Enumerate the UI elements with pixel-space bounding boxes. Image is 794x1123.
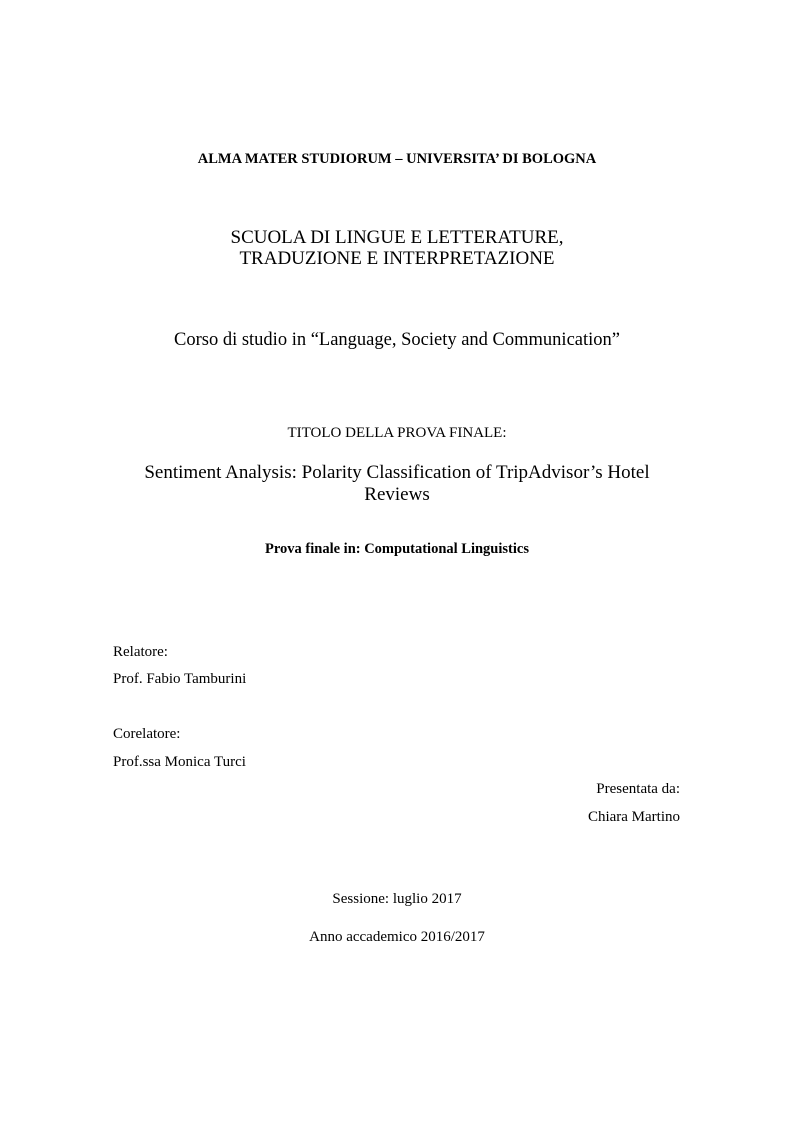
corelatore-label: Corelatore:: [113, 726, 181, 742]
thesis-title-line-2: Reviews: [364, 484, 430, 505]
relatore-name: Prof. Fabio Tamburini: [113, 671, 247, 687]
university-name: ALMA MATER STUDIORUM – UNIVERSITA’ DI BOLOGNA: [197, 151, 597, 167]
course-name: Corso di studio in “Language, Society and Communication”: [174, 330, 620, 350]
thesis-title-line-1: Sentiment Analysis: Polarity Classification of TripAdvisor’s Hotel: [144, 462, 650, 483]
relatore-label: Relatore:: [113, 644, 168, 660]
corelatore-name: Prof.ssa Monica Turci: [113, 754, 246, 770]
exam-subject: Prova finale in: Computational Linguistics: [265, 541, 529, 557]
school-name-line-2: TRADUZIONE E INTERPRETAZIONE: [239, 248, 555, 269]
author-name: Chiara Martino: [587, 809, 680, 825]
session: Sessione: luglio 2017: [332, 891, 462, 907]
academic-year: Anno accademico 2016/2017: [309, 929, 485, 945]
thesis-title-label: TITOLO DELLA PROVA FINALE:: [287, 425, 507, 441]
school-name-line-1: SCUOLA DI LINGUE E LETTERATURE,: [230, 227, 564, 248]
presentata-label: Presentata da:: [596, 781, 680, 797]
